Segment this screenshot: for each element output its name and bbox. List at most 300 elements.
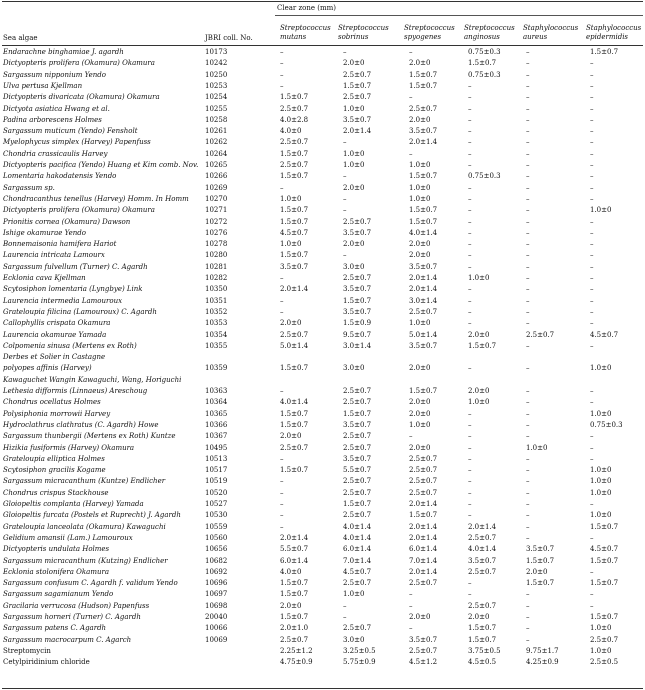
clear-zone-value: 1.5±0.7 bbox=[468, 635, 497, 644]
clear-zone-value: – bbox=[526, 81, 530, 90]
col-head-2-species: spyogenes bbox=[404, 33, 442, 41]
clear-zone-value: 2.0±1.4 bbox=[343, 127, 372, 136]
clear-zone-value: – bbox=[526, 420, 530, 429]
collection-number: 10697 bbox=[205, 590, 228, 599]
clear-zone-value: 2.5±0.7 bbox=[280, 635, 309, 644]
table-row bbox=[0, 420, 645, 431]
collection-number: 10682 bbox=[205, 556, 228, 565]
collection-number bbox=[205, 375, 265, 386]
clear-zone-value: – bbox=[590, 115, 594, 124]
clear-zone-value: – bbox=[590, 443, 594, 452]
species-name: Dictyota asiatica Hwang et al. bbox=[3, 104, 110, 113]
clear-zone-value: 3.5±0.7 bbox=[409, 635, 438, 644]
clear-zone-value: – bbox=[590, 161, 594, 169]
clear-zone-value: 1.5±0.7 bbox=[280, 590, 309, 599]
clear-zone-value: 2.0±0 bbox=[468, 613, 490, 621]
col-head-3-species: anginosus bbox=[464, 33, 500, 41]
clear-zone-value: 2.5±0.7 bbox=[343, 477, 372, 486]
clear-zone-value: 0.75±0.3 bbox=[590, 420, 623, 429]
clear-zone-value: 2.5±0.7 bbox=[280, 161, 309, 169]
clear-zone-value: 2.5±0.7 bbox=[468, 601, 497, 610]
header-rule bbox=[2, 45, 643, 46]
collection-number: 10365 bbox=[205, 409, 228, 418]
clear-zone-value: 2.0±1.4 bbox=[409, 285, 438, 294]
clear-zone-value: 1.5±0.7 bbox=[590, 522, 619, 531]
table-row bbox=[0, 149, 645, 160]
clear-zone-value: 2.5±0.7 bbox=[409, 307, 438, 316]
clear-zone-value: – bbox=[468, 217, 472, 226]
collection-number: 10270 bbox=[205, 194, 228, 203]
clear-zone-value: 1.0±0 bbox=[409, 420, 431, 429]
table-row bbox=[0, 228, 645, 239]
clear-zone-value: – bbox=[590, 59, 594, 68]
collection-number: 10519 bbox=[205, 477, 228, 486]
table-row bbox=[0, 397, 645, 408]
species-name: Chondrus crispus Stackhouse bbox=[3, 488, 109, 497]
clear-zone-value: – bbox=[590, 81, 594, 90]
clear-zone-value: 3.0±0 bbox=[343, 635, 365, 644]
clear-zone-value: 3.5±0.7 bbox=[343, 115, 372, 124]
species-col-head: Sea algae bbox=[3, 34, 38, 42]
species-name: Ulva pertusa Kjellman bbox=[3, 81, 83, 90]
collection-number: 10069 bbox=[205, 635, 228, 644]
clear-zone-value: – bbox=[590, 319, 594, 328]
clear-zone-value: – bbox=[280, 454, 284, 463]
species-name: Laurencia intermedia Lamouroux bbox=[3, 296, 123, 305]
collection-number: 10280 bbox=[205, 251, 228, 260]
clear-zone-value: – bbox=[526, 161, 530, 169]
table-row bbox=[0, 307, 645, 318]
clear-zone-value: – bbox=[590, 296, 594, 305]
clear-zone-value: – bbox=[526, 341, 530, 350]
species-name: Laurencia okamurae Yamada bbox=[3, 330, 107, 339]
clear-zone-value: – bbox=[590, 567, 594, 576]
clear-zone-value: 1.0±0 bbox=[590, 409, 612, 418]
collection-number: 10355 bbox=[205, 341, 228, 350]
clear-zone-value: – bbox=[590, 194, 594, 203]
clear-zone-value: 2.0±0 bbox=[280, 432, 302, 441]
species-name: Sargassum fulvellum (Turner) C. Agardh bbox=[3, 262, 148, 271]
species-name: Sargassum confusum C. Agardh f. validum Yendo bbox=[3, 579, 178, 588]
collection-number: 10351 bbox=[205, 296, 228, 305]
table-row bbox=[0, 589, 645, 600]
collection-number: 10250 bbox=[205, 70, 228, 79]
clear-zone-value: – bbox=[468, 319, 472, 328]
species-name: Sargassum thunbergii (Mertens ex Roth) Kuntze bbox=[3, 432, 176, 441]
clear-zone-value: 5.0±1.4 bbox=[280, 341, 309, 350]
collection-number: 10367 bbox=[205, 432, 228, 441]
clear-zone-value: 1.5±0.7 bbox=[343, 296, 372, 305]
clear-zone-value: – bbox=[526, 500, 530, 508]
clear-zone-value: – bbox=[526, 127, 530, 136]
clear-zone-value: – bbox=[280, 183, 284, 192]
clear-zone-value: – bbox=[468, 364, 472, 373]
table-row bbox=[0, 386, 645, 397]
collection-number: 10281 bbox=[205, 262, 228, 271]
table-row bbox=[0, 183, 645, 194]
species-name: Lethesia difformis (Linnaeus) Areschoug bbox=[3, 387, 148, 395]
clear-zone-value: – bbox=[526, 635, 530, 644]
clear-zone-value: 4.5±0.7 bbox=[343, 567, 372, 576]
table-row bbox=[0, 443, 645, 454]
clear-zone-value: 1.5±0.7 bbox=[280, 613, 309, 621]
clear-zone-value: 4.0±0 bbox=[280, 567, 302, 576]
clear-zone-value: 4.5±0.5 bbox=[468, 658, 497, 667]
table-row bbox=[0, 137, 645, 148]
clear-zone-value: – bbox=[590, 251, 594, 260]
clear-zone-value: – bbox=[526, 387, 530, 395]
collection-number: 10254 bbox=[205, 93, 228, 102]
clear-zone-value: – bbox=[526, 488, 530, 497]
clear-zone-value: – bbox=[468, 432, 472, 441]
clear-zone-value: – bbox=[468, 104, 472, 113]
clear-zone-value: 2.5±0.5 bbox=[590, 658, 619, 667]
table-row bbox=[0, 623, 645, 634]
clear-zone-value: – bbox=[526, 251, 530, 260]
clear-zone-value: 3.5±0.7 bbox=[468, 556, 497, 565]
clear-zone-value: 3.75±0.5 bbox=[468, 646, 501, 655]
clear-zone-value: 2.0±1.4 bbox=[468, 522, 497, 531]
clear-zone-value: 2.0±0 bbox=[409, 115, 431, 124]
clear-zone-value: – bbox=[468, 443, 472, 452]
species-name: Sargassum sp. bbox=[3, 183, 55, 192]
clear-zone-value: – bbox=[526, 364, 530, 373]
clear-zone-value: 2.0±0 bbox=[280, 319, 302, 328]
clear-zone-value: – bbox=[526, 466, 530, 475]
table-row bbox=[0, 81, 645, 92]
collection-number bbox=[205, 352, 265, 363]
collection-number: 10272 bbox=[205, 217, 228, 226]
col-head-5-species: epidermidis bbox=[586, 33, 629, 41]
clear-zone-value: – bbox=[468, 115, 472, 124]
col-head-1-species: sobrinus bbox=[338, 33, 369, 41]
table-row bbox=[0, 567, 645, 578]
table-row bbox=[0, 510, 645, 521]
clear-zone-value: 4.0±1.4 bbox=[280, 398, 309, 407]
species-name: Sargassum micracanthum (Kuntze) Endlicher bbox=[3, 477, 166, 486]
table-row bbox=[0, 533, 645, 544]
clear-zone-value: – bbox=[526, 522, 530, 531]
clear-zone-value: 3.0±1.4 bbox=[409, 296, 438, 305]
species-name: Lomentaria hakodatensis Yendo bbox=[3, 172, 117, 181]
clear-zone-value: – bbox=[343, 172, 347, 181]
clear-zone-value: – bbox=[468, 590, 472, 599]
clear-zone-value: – bbox=[468, 183, 472, 192]
clear-zone-value: 4.25±0.9 bbox=[526, 658, 559, 667]
clear-zone-value: – bbox=[280, 48, 284, 56]
clear-zone-value: – bbox=[526, 183, 530, 192]
clear-zone-value: – bbox=[590, 104, 594, 113]
table-row bbox=[0, 239, 645, 250]
clear-zone-value: 1.0±0 bbox=[590, 364, 612, 373]
collection-number: 10269 bbox=[205, 183, 228, 192]
clear-zone-value: 1.0±0 bbox=[409, 183, 431, 192]
clear-zone-value: 1.5±0.7 bbox=[409, 70, 438, 79]
clear-zone-value: – bbox=[526, 138, 530, 147]
clear-zone-value: 6.0±1.4 bbox=[409, 545, 438, 554]
clear-zone-value: 1.5±0.7 bbox=[280, 579, 309, 588]
clear-zone-value: 1.5±0.7 bbox=[526, 556, 555, 565]
clear-zone-value: – bbox=[526, 194, 530, 203]
clear-zone-value: 2.5±0.7 bbox=[343, 511, 372, 520]
clear-zone-value: 1.5±0.7 bbox=[280, 172, 309, 181]
table-row bbox=[0, 104, 645, 115]
col-head-3-genus: Streptococcus bbox=[464, 24, 515, 32]
clear-zone-value: 1.5±0.7 bbox=[280, 409, 309, 418]
clear-zone-value: 1.0±0 bbox=[468, 398, 490, 407]
clear-zone-value: 1.5±0.7 bbox=[343, 81, 372, 90]
clear-zone-value: – bbox=[409, 432, 413, 441]
clear-zone-value: – bbox=[590, 601, 594, 610]
clear-zone-value: 2.0±0 bbox=[468, 330, 490, 339]
clear-zone-value: 3.5±0.7 bbox=[409, 262, 438, 271]
clear-zone-value: 1.5±0.7 bbox=[526, 579, 555, 588]
clear-zone-value: – bbox=[526, 533, 530, 542]
clear-zone-value: 3.5±0.7 bbox=[343, 228, 372, 237]
clear-zone-value: 1.5±0.7 bbox=[409, 511, 438, 520]
table-row bbox=[0, 454, 645, 465]
species-name: Chondria crassicaulis Harvey bbox=[3, 149, 108, 158]
clear-zone-value: – bbox=[343, 48, 347, 56]
clear-zone-value: – bbox=[526, 613, 530, 621]
clear-zone-value: 1.5±0.7 bbox=[590, 579, 619, 588]
clear-zone-value: – bbox=[343, 613, 347, 621]
species-name: Ecklonia stolonifera Okamura bbox=[3, 567, 109, 576]
clear-zone-value: – bbox=[590, 138, 594, 147]
table-row bbox=[0, 318, 645, 329]
clear-zone-value: 1.0±0 bbox=[590, 488, 612, 497]
clear-zone-value: – bbox=[590, 274, 594, 282]
clear-zone-value: – bbox=[526, 409, 530, 418]
collection-number: 10262 bbox=[205, 138, 228, 147]
clear-zone-value: 1.0±0 bbox=[409, 319, 431, 328]
collection-number: 10495 bbox=[205, 443, 228, 452]
table-row bbox=[0, 612, 645, 623]
clear-zone-value: – bbox=[468, 420, 472, 429]
clear-zone-value: – bbox=[468, 466, 472, 475]
table-row bbox=[0, 499, 645, 510]
clear-zone-value: 9.75±1.7 bbox=[526, 646, 559, 655]
collection-number: 10066 bbox=[205, 624, 228, 633]
clear-zone-value: – bbox=[590, 240, 594, 249]
col-head-0-species: mutans bbox=[280, 33, 307, 41]
collection-number: 10527 bbox=[205, 500, 228, 508]
collection-number: 10517 bbox=[205, 466, 228, 475]
table-row bbox=[0, 296, 645, 307]
clear-zone-value: – bbox=[590, 500, 594, 508]
clear-zone-value: – bbox=[590, 432, 594, 441]
table-row bbox=[0, 522, 645, 533]
clear-zone-value: – bbox=[526, 274, 530, 282]
species-name: Gloiopeltis furcata (Postels et Ruprecht) J. Agardh bbox=[3, 511, 181, 520]
clear-zone-value: – bbox=[468, 206, 472, 215]
clear-zone-value: 1.5±0.7 bbox=[409, 206, 438, 215]
table-row bbox=[0, 601, 645, 612]
clear-zone-value: 2.5±0.7 bbox=[280, 443, 309, 452]
clear-zone-value: 4.5±0.7 bbox=[280, 228, 309, 237]
species-name: Kawaguchet Wangin Kawaguchi, Wang, Horiguchi bbox=[3, 375, 182, 384]
clear-zone-value: 3.5±0.7 bbox=[280, 262, 309, 271]
table-row bbox=[0, 126, 645, 137]
species-name: Sargassum muticum (Yendo) Fensholt bbox=[3, 127, 138, 136]
table-row bbox=[0, 657, 645, 668]
clear-zone-value: – bbox=[526, 93, 530, 102]
clear-zone-value: 1.5±0.7 bbox=[409, 387, 438, 395]
table-row bbox=[0, 544, 645, 555]
col-head-5-genus: Staphylococcus bbox=[586, 24, 642, 32]
clear-zone-value: 1.5±0.7 bbox=[343, 500, 372, 508]
species-name: Prionitis cornea (Okamura) Dawson bbox=[3, 217, 131, 226]
clear-zone-value: 5.5±0.7 bbox=[343, 466, 372, 475]
clear-zone-value: – bbox=[468, 127, 472, 136]
clear-zone-value: 4.5±0.7 bbox=[590, 330, 619, 339]
clear-zone-value: 1.5±0.7 bbox=[280, 217, 309, 226]
clear-zone-value: 2.0±1.4 bbox=[409, 274, 438, 282]
clear-zone-value: 2.0±1.4 bbox=[409, 533, 438, 542]
species-name: Callophyllis crispata Okamura bbox=[3, 319, 111, 328]
collection-number bbox=[205, 646, 265, 657]
clear-zone-value: – bbox=[343, 206, 347, 215]
table-row bbox=[0, 465, 645, 476]
clear-zone-value: 2.5±0.7 bbox=[343, 488, 372, 497]
clear-zone-value: 2.0±0 bbox=[409, 443, 431, 452]
clear-zone-value: – bbox=[343, 251, 347, 260]
clear-zone-value: 1.5±0.7 bbox=[590, 613, 619, 621]
clear-zone-value: 1.5±0.9 bbox=[343, 319, 372, 328]
clear-zone-value: – bbox=[590, 533, 594, 542]
species-name: Dictyopteris pacifica (Yendo) Huang et Kim comb. Nov. bbox=[3, 161, 199, 169]
clear-zone-value: – bbox=[409, 93, 413, 102]
collection-number: 10276 bbox=[205, 228, 228, 237]
clear-zone-value: – bbox=[526, 285, 530, 294]
table-row bbox=[0, 92, 645, 103]
species-name: Scytosiphon gracilis Kogame bbox=[3, 466, 106, 475]
species-name: Sargassum nipponium Yendo bbox=[3, 70, 106, 79]
table-row bbox=[0, 262, 645, 273]
clear-zone-value: 2.5±0.7 bbox=[468, 567, 497, 576]
clear-zone-value: – bbox=[526, 454, 530, 463]
clear-zone-value: 2.5±0.7 bbox=[343, 274, 372, 282]
clear-zone-value: 1.0±0 bbox=[343, 104, 365, 113]
collection-number: 20040 bbox=[205, 613, 228, 621]
clear-zone-value: 4.5±1.2 bbox=[409, 658, 438, 667]
clear-zone-value: 2.5±0.7 bbox=[409, 579, 438, 588]
collection-number: 10261 bbox=[205, 127, 228, 136]
clear-zone-value: 4.75±0.9 bbox=[280, 658, 313, 667]
clear-zone-value: – bbox=[526, 48, 530, 56]
clear-zone-value: – bbox=[468, 579, 472, 588]
clear-zone-value: 2.5±0.7 bbox=[343, 624, 372, 633]
clear-zone-value: – bbox=[526, 601, 530, 610]
clear-zone-value: – bbox=[468, 93, 472, 102]
collection-number: 10282 bbox=[205, 274, 228, 282]
clear-zone-value: 0.75±0.3 bbox=[468, 48, 501, 56]
clear-zone-value: 1.5±0.7 bbox=[280, 364, 309, 373]
clear-zone-value: – bbox=[526, 296, 530, 305]
species-name: Endarachne binghamiae J. agardh bbox=[3, 48, 124, 56]
clear-zone-value: 2.5±0.7 bbox=[343, 217, 372, 226]
table-row bbox=[0, 352, 645, 363]
clear-zone-value: 1.0±0 bbox=[409, 194, 431, 203]
clear-zone-value: 0.75±0.3 bbox=[468, 172, 501, 181]
clear-zone-value: 2.0±0 bbox=[343, 240, 365, 249]
clear-zone-value: 6.0±1.4 bbox=[280, 556, 309, 565]
clear-zone-value: 2.5±0.7 bbox=[409, 466, 438, 475]
clear-zone-value: 1.0±0 bbox=[590, 466, 612, 475]
clear-zone-value: 1.5±0.7 bbox=[280, 93, 309, 102]
table-row bbox=[0, 409, 645, 420]
clear-zone-value: – bbox=[409, 149, 413, 158]
bottom-rule bbox=[2, 688, 643, 689]
clear-zone-value: 1.0±0 bbox=[590, 624, 612, 633]
clear-zone-value: 2.0±0 bbox=[409, 251, 431, 260]
clear-zone-value: – bbox=[280, 500, 284, 508]
table-row bbox=[0, 363, 645, 374]
col-head-4-species: aureus bbox=[523, 33, 548, 41]
species-name: Scytosiphon lomentaria (Lyngbye) Link bbox=[3, 285, 143, 294]
species-name: Dictyopteris undulata Holmes bbox=[3, 545, 110, 554]
clear-zone-value: 2.5±0.7 bbox=[343, 70, 372, 79]
clear-zone-value: 1.0±0 bbox=[526, 443, 548, 452]
collection-number: 10350 bbox=[205, 285, 228, 294]
clear-zone-value: 1.0±0 bbox=[590, 477, 612, 486]
clear-zone-value: 2.0±1.4 bbox=[409, 522, 438, 531]
species-name: Gloiopeltis complanta (Harvey) Yamada bbox=[3, 500, 144, 508]
collection-number: 10253 bbox=[205, 81, 228, 90]
clear-zone-value: 4.0±1.4 bbox=[468, 545, 497, 554]
clear-zone-value: 2.0±1.4 bbox=[409, 138, 438, 147]
clear-zone-value: – bbox=[526, 624, 530, 633]
clear-zone-value: – bbox=[468, 285, 472, 294]
species-name: Hizikia fusiformis (Harvey) Okamura bbox=[3, 443, 135, 452]
collection-number: 10278 bbox=[205, 240, 228, 249]
clear-zone-value: – bbox=[468, 262, 472, 271]
species-name: polyopes affinis (Harvey) bbox=[3, 364, 92, 373]
clear-zone-value: 2.25±1.2 bbox=[280, 646, 313, 655]
clear-zone-value: 3.0±0 bbox=[343, 262, 365, 271]
clear-zone-value: – bbox=[526, 217, 530, 226]
clear-zone-value: – bbox=[526, 104, 530, 113]
table-row bbox=[0, 250, 645, 261]
species-name: Sargassum horneri (Turner) C. Agardh bbox=[3, 613, 141, 621]
species-name: Dictyopteris prolifera (Okamura) Okamura bbox=[3, 206, 155, 215]
clear-zone-value: – bbox=[590, 387, 594, 395]
clear-zone-value: 1.0±0 bbox=[280, 194, 302, 203]
top-rule bbox=[2, 1, 643, 2]
clear-zone-value: 2.5±0.7 bbox=[409, 488, 438, 497]
clear-zone-value: – bbox=[280, 511, 284, 520]
clear-zone-value: – bbox=[526, 432, 530, 441]
collection-number: 10258 bbox=[205, 115, 228, 124]
clear-zone-value: 1.0±0 bbox=[468, 274, 490, 282]
clear-zone-value: – bbox=[468, 511, 472, 520]
clear-zone-value: 1.5±0.7 bbox=[409, 172, 438, 181]
col-head-0-genus: Streptococcus bbox=[280, 24, 331, 32]
clear-zone-value: 1.5±0.7 bbox=[343, 409, 372, 418]
clear-zone-value: 1.0±0 bbox=[343, 161, 365, 169]
table-row bbox=[0, 488, 645, 499]
clear-zone-value: 1.0±0 bbox=[280, 240, 302, 249]
clear-zone-value: 1.5±0.7 bbox=[409, 217, 438, 226]
clear-zone-value: – bbox=[526, 511, 530, 520]
species-name: Gracilaria verrucosa (Hudson) Papenfuss bbox=[3, 601, 150, 610]
collection-number: 10520 bbox=[205, 488, 228, 497]
clear-zone-value: 2.5±0.7 bbox=[280, 138, 309, 147]
collection-number: 10255 bbox=[205, 104, 228, 113]
collection-number: 10359 bbox=[205, 364, 228, 373]
clear-zone-value: 3.0±0 bbox=[343, 364, 365, 373]
table-row bbox=[0, 578, 645, 589]
